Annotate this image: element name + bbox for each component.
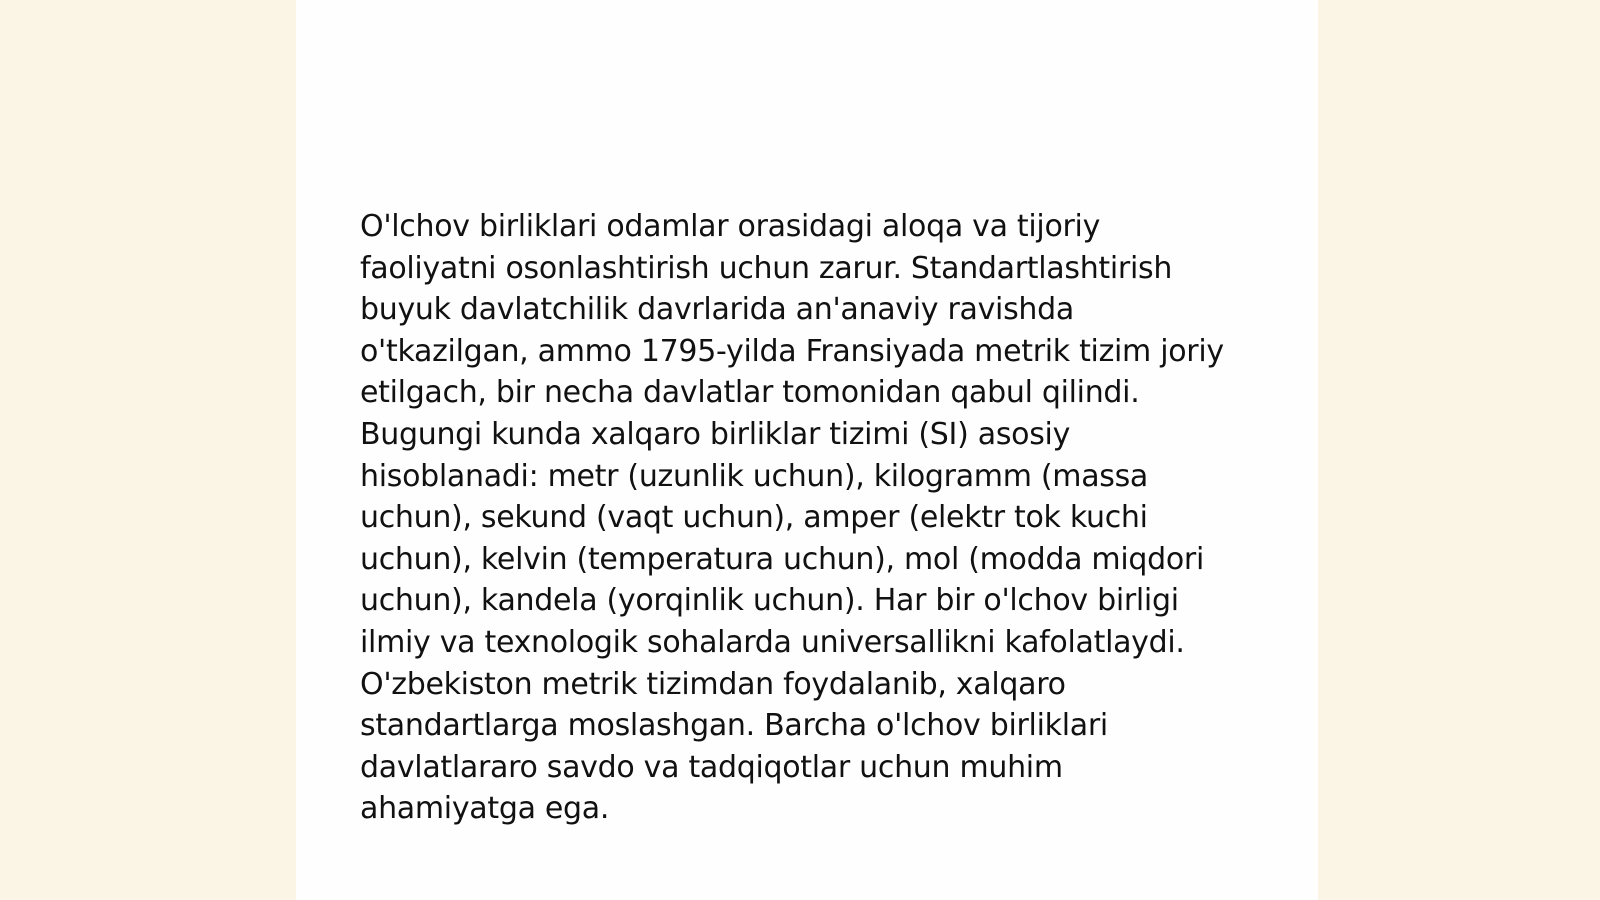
document-page <box>296 0 1318 900</box>
body-paragraph: O'lchov birliklari odamlar orasidagi aloqa va tijoriy faoliyatni osonlashtirish uchun zarur. Standartlashtirish buyuk davlatchilik davrlarida an'anaviy ravishda o'tkazilgan, ammo 1795-yilda Fransiyada metrik tizim joriy etilgach, bir necha davlatlar tomonidan qabul qilindi. Bugungi kunda xalqaro birliklar tizimi (SI) asosiy hisoblanadi: metr (uzunlik uchun), kilogramm (massa uchun), sekund (vaqt uchun), amper (elektr tok kuchi uchun), kelvin (temperatura uchun), mol (modda miqdori uchun), kandela (yorqinlik uchun). Har bir o'lchov birligi ilmiy va texnologik sohalarda universallikni kafolatlaydi. O'zbekiston metrik tizimdan foydalanib, xalqaro standartlarga moslashgan. Barcha o'lchov birliklari davlatlararo savdo va tadqiqotlar uchun muhim ahamiyatga ega. <box>360 209 1224 827</box>
